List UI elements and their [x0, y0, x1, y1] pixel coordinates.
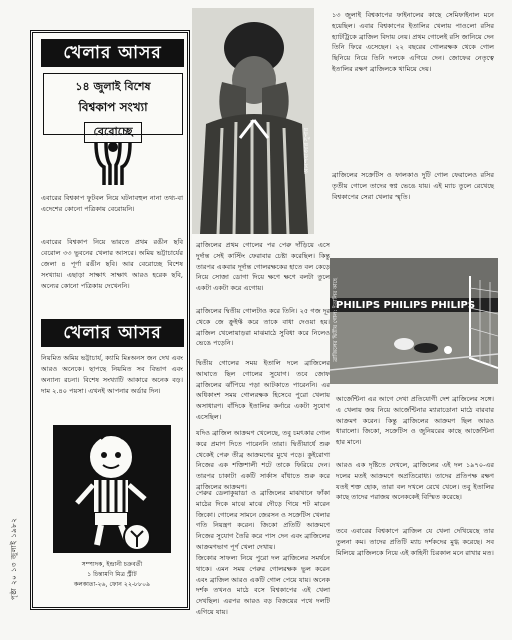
ad-header-2: খেলার আসর: [41, 319, 184, 347]
page-side-label: পৃষ্ঠা ২০ ১৩ জুলাই ১৯৮২: [10, 517, 18, 600]
middle-paragraph-5: পেরুর ডেলাকুয়াডা ও ব্রাজিলের মাঝখানে ফাঁকা মাঠের দিকে মাঝে মাঝে দৌড়ে গিয়ে শট মারেন জিকো। গোলের সামনে জেরসন ও সক্রেটিস খেলার গতি নিয়ন্ত্রণ করেন। জিকো প্রতিটি আক্রমণে নিজের সুযোগ তৈরি করে পাস দেন এবং ব্রাজিলের আক্রমণভাগ পূর্ণ খেলা দেখায়।: [196, 489, 330, 551]
middle-paragraph-3: দ্বিতীয় গোলের সময় ইতালি দলে ব্রাজিলের আঘাতে ছিল গোলের সুযোগ। তবে জোফ ব্রাজিলের ঝাঁপিয়ে পড়া আটকাতে পারেননি। এর অধিকাংশ সময় গোলরক্ষক হিসেবে পুরো খেলায় অসাধারণ। বাঁদিকে ইতালির কর্নারে একটা সুযোগ এসেছিল।: [196, 359, 330, 421]
middle-paragraph-4: যদিও ব্রাজিল আক্রমণ খেলেছে, তবু চমৎকার গোল করে প্রমাণ দিতে পারেননি তারা। দ্বিতীয়ার্ধে শুরু থেকেই পেরু তীব্র আক্রমণের মুখে পড়ে। কুইরোগা নিজের এক শক্তিশালী শটে তাকে ফিরিয়ে দেন। তারপর চাকাটা একটি সার্কাস বাঁধাতে শুরু করে ব্রাজিলের আক্রমণ।: [196, 429, 330, 491]
right-paragraph-2: ব্রাজিলের সক্রেটিস ও ফালকাও দুটি গোল ফেরালেও রসির তৃতীয় গোলে তাদের স্বপ্ন ভেঙে যায়। এই ম্যাচ তুলে রেখেছে বিশ্বকাপের সেরা খেলার স্মৃতি।: [332, 171, 494, 201]
middle-paragraph-2: ব্রাজিলের দ্বিতীয় গোলটাও করে তিনি। ২৫ গজ দূর থেকে জে ক্রুইফ্ট করে তাকে বাধা দেওয়া হয়। ব্রাজিল খেলোয়াড়রা মাঝমাঠে সুবিধা করে নিলেও ভেঙে পড়েনি।: [196, 307, 330, 348]
publisher-line-3: কলকাতা-২৬, ফোন ২২-৮৮০৯: [73, 581, 151, 588]
photo2-caption: ব্রাজিলের দ্বিতীয় গোল: ইতালির কাছে: [333, 278, 339, 362]
special-line-2: বিশ্বকাপ সংখ্যা: [78, 100, 148, 114]
special-issue-box: [43, 73, 183, 138]
right-paragraph-5: তবে এবারের বিশ্বকাপে ব্রাজিল যে খেলা দেখিয়েছে তার তুলনা কম। তাদের প্রতিটি ম্যাচ দর্শকদের মুগ্ধ করেছে। সব মিলিয়ে ব্রাজিলকে নিয়ে এই কাহিনী চিরকাল মনে রাখার মত।: [336, 527, 494, 557]
middle-paragraph-1: ব্রাজিলের প্রথম গোলের পর পেরু দাঁড়িয়ে এসে দুর্দান্ত সেই কাস্টিং ফেরাবার চেষ্টা করেছিল। কিন্তু তারপর একবার দূর্দান্ত গোলরক্ষকের হাতে বল কেড়ে নিয়ে সোজা ডোগা দিয়ে ক্ষণে ক্ষণে বলটা তুলে একটা একটা করে এগোয়।: [196, 241, 330, 293]
special-line-3: বেরোচ্ছে: [84, 122, 141, 143]
svg-text:PHILIPS PHILIPS PHILIPS: PHILIPS PHILIPS PHILIPS: [336, 300, 476, 311]
player-photo-image: [192, 8, 314, 234]
player-photo: [192, 8, 314, 234]
match-photo-image: [330, 258, 498, 384]
ad-paragraph-3: নিয়মিত অমিয় ভট্টাচার্য, ক্যামি মিঃঅনস জন দেখ এবং আরও অনেকে। ছাপছে নিয়মিত সব বিভাগ এবং অন্যান্য রচনা। বিশেষ সংখ্যাটি আকারে অনেক বড়। দাম ২.৪০ পয়সা। এখনই আপনার অর্ডার দিন।: [41, 354, 183, 395]
publisher-line-2: ১ চিন্তামণি মিত্র স্ট্রীট: [87, 571, 137, 578]
ad-paragraph-2: এবারের বিশ্বকাপ নিয়ে ভারতে প্রথম রঙীন ছবি বেরোল ৩৩ ভুবনের খেলার আসরে। অমিয় ভট্টাচার্যের জেলা ৪ পূর্ণা রঙীন ছবি। আর বেরোচ্ছে বিশেষ সংখ্যায়। এছাড়া সাক্ষাৎ সাক্ষাৎ আরও হরেক ছবি, অন্যের কোনো পত্রিকায় দেখেননি।: [41, 238, 183, 290]
special-line-1: ১৪ জুলাই বিশেষ: [75, 80, 151, 93]
advertisement-box: [30, 30, 190, 610]
middle-paragraph-6: জিকোর সাফল্য নিয়ে পুরো দল ব্রাজিলের সমর্থনে থাকে। এমন সময় পেরুর গোলরক্ষক ভুল করেন এবং ব্রাজিল আরও একটি গোল পেয়ে যায়। অনেক দর্শক তখনও মাঠে বসে বিশ্বকাপের এই খেলা দেখছিল। এরপর আরও বড় বিজয়ের পথে দলটি এগিয়ে যায়।: [196, 554, 330, 616]
right-paragraph-4: আরও এক দৃষ্টিতে দেখলে, ব্রাজিলের এই দল ১৯৭০-এর দলের মতই আক্রমণে অপ্রতিরোধ্য। তাদের প্রতিপক্ষ রক্ষণ যতই শক্ত হোক, তারা বল দখলে রেখে খেলে। তবু ইতালির কাছে তাদের পরাজয় অনেককেই বিস্মিত করেছে।: [336, 461, 494, 502]
match-photo: [330, 258, 498, 384]
photo1-caption: আনন্দবাজার সুপার: [303, 128, 310, 174]
publisher-line-1: সম্পাদক, ইন্দ্রানী চক্রবর্তী: [81, 561, 143, 568]
right-paragraph-1: ১৩ জুলাই বিশ্বকাপের ফাইনালের কাছে সেমিফাইনাল মনে হয়েছিল। এবার বিশ্বকাপের ইতালির খেলায় পাওলো রসির হ্যাটট্রিকে ব্রাজিল বিদায় নেয়। প্রথম গোলেই রসি জানিয়ে দেন তিনি ফিরে এসেছেন। ২২ বছরের গোলরক্ষক থেকে গোল ছিনিয়ে নিয়ে তিনি দলকে এগিয়ে দেন। জোফের নেতৃত্বে ইতালির রক্ষণ ব্রাজিলকে থামিয়ে দেয়।: [332, 11, 494, 73]
ad-paragraph-1: এবারের বিশ্বকাপ ফুটবল নিয়ে ঘটনাবহুল নানা তথ্য-বা এদেশের কোনো পত্রিকায় বেরোয়নি।: [41, 194, 183, 213]
ad-header: খেলার আসর: [41, 39, 184, 67]
naranjito-mascot-icon: [53, 425, 171, 553]
right-paragraph-3: আর্জেন্টিনা এর আগে দেখা প্রতিযোগী দেশ ব্রাজিলের সঙ্গে। এ খেলায় জয় নিয়ে আর্জেন্টিনার ম্যারাডোনা মাঠে বারবার আক্রমণ করেন। কিন্তু ব্রাজিলের আক্রমণ ছিল আরও ধারালো। জিকো, সক্রেটিস ও জুনিয়রের কাছে আর্জেন্টিনা হার মানে।: [336, 395, 494, 447]
world-cup-logo-icon: [88, 137, 138, 189]
